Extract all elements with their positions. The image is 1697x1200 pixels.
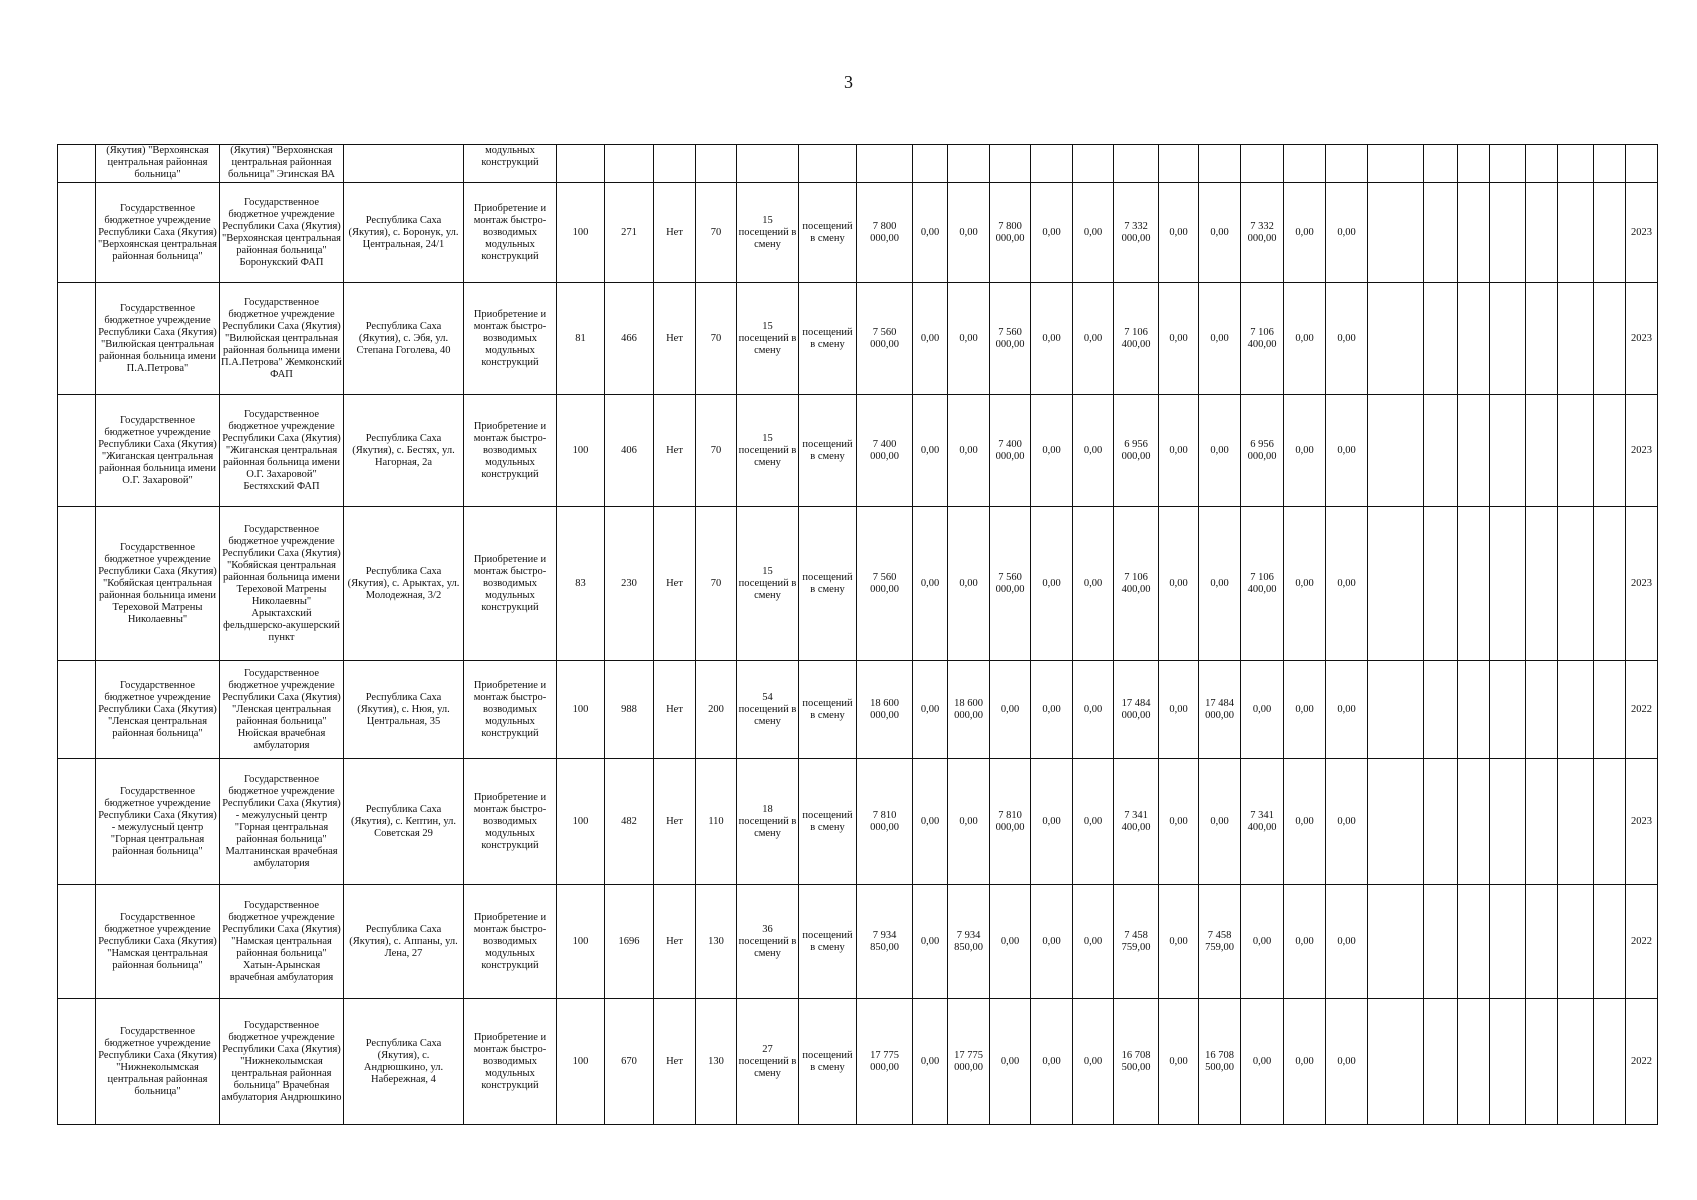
capacity-unit-cell: посещений в смену	[799, 507, 857, 661]
org-cell: Государственное бюджетное учреждение Республики Саха (Якутия) "Верхоянская центральная районная больница"	[96, 183, 220, 283]
empty-cell	[1594, 999, 1626, 1125]
empty-cell	[1594, 885, 1626, 999]
amount-cell	[1424, 507, 1458, 661]
availability-cell: Нет	[654, 661, 696, 759]
availability-cell: Нет	[654, 759, 696, 885]
amount-cell: 0,00	[913, 885, 948, 999]
amount-cell: 0,00	[913, 395, 948, 507]
coverage-cell: 100	[557, 661, 605, 759]
org-cell: (Якутия) "Верхоянская центральная районная больница"	[96, 145, 220, 183]
amount-cell: 0,00	[913, 283, 948, 395]
availability-cell: Нет	[654, 999, 696, 1125]
facility-cell: (Якутия) "Верхоянская центральная районная больница" Эгинская ВА	[220, 145, 344, 183]
amount-cell: 0,00	[990, 999, 1031, 1125]
amount-cell: 0,00	[1326, 999, 1368, 1125]
table-row	[58, 759, 1658, 885]
amount-cell: 0,00	[1326, 885, 1368, 999]
amount-cell	[1368, 885, 1424, 999]
population-cell	[605, 145, 654, 183]
year-cell: 2022	[1626, 885, 1658, 999]
area-cell: 70	[696, 395, 737, 507]
empty-cell	[1490, 999, 1526, 1125]
area-cell: 70	[696, 183, 737, 283]
amount-cell: 7 106 400,00	[1114, 283, 1159, 395]
area-cell: 200	[696, 661, 737, 759]
amount-cell: 18 600 000,00	[857, 661, 913, 759]
amount-cell: 0,00	[1159, 283, 1199, 395]
work-type-cell: Приобретение и монтаж быстро-возводимых модульных конструкций	[464, 283, 557, 395]
amount-cell: 0,00	[1284, 999, 1326, 1125]
area-cell	[696, 145, 737, 183]
capacity-cell: 18 посещений в смену	[737, 759, 799, 885]
amount-cell: 7 332 000,00	[1241, 183, 1284, 283]
table-row	[58, 885, 1658, 999]
amount-cell	[1199, 145, 1241, 183]
year-cell: 2022	[1626, 661, 1658, 759]
org-cell: Государственное бюджетное учреждение Республики Саха (Якутия) "Намская центральная районная больница"	[96, 885, 220, 999]
amount-cell: 0,00	[913, 507, 948, 661]
address-cell: Республика Саха (Якутия), с. Кептин, ул. Советская 29	[344, 759, 464, 885]
work-type-cell: Приобретение и монтаж быстро-возводимых модульных конструкций	[464, 759, 557, 885]
amount-cell: 0,00	[1241, 885, 1284, 999]
amount-cell	[1159, 145, 1199, 183]
amount-cell	[1326, 145, 1368, 183]
empty-cell	[1526, 661, 1558, 759]
work-type-cell: Приобретение и монтаж быстро-возводимых модульных конструкций	[464, 395, 557, 507]
year-cell: 2023	[1626, 759, 1658, 885]
row-number-cell	[58, 661, 96, 759]
amount-cell	[1368, 661, 1424, 759]
amount-cell: 0,00	[948, 283, 990, 395]
facility-cell: Государственное бюджетное учреждение Республики Саха (Якутия) "Вилюйская центральная районная больница имени П.А.Петрова" Жемконский ФАП	[220, 283, 344, 395]
empty-cell	[1594, 507, 1626, 661]
capacity-cell	[737, 145, 799, 183]
amount-cell	[1424, 183, 1458, 283]
table-row	[58, 183, 1658, 283]
amount-cell: 0,00	[1073, 759, 1114, 885]
amount-cell: 0,00	[1326, 661, 1368, 759]
year-cell: 2023	[1626, 507, 1658, 661]
amount-cell	[1424, 759, 1458, 885]
amount-cell	[1368, 507, 1424, 661]
amount-cell	[913, 145, 948, 183]
capacity-unit-cell: посещений в смену	[799, 395, 857, 507]
amount-cell: 0,00	[1159, 507, 1199, 661]
amount-cell: 0,00	[1241, 661, 1284, 759]
work-type-cell: Приобретение и монтаж быстро-возводимых модульных конструкций	[464, 183, 557, 283]
amount-cell: 16 708 500,00	[1199, 999, 1241, 1125]
capacity-cell: 36 посещений в смену	[737, 885, 799, 999]
capacity-unit-cell: посещений в смену	[799, 885, 857, 999]
area-cell: 130	[696, 885, 737, 999]
amount-cell: 0,00	[1284, 395, 1326, 507]
amount-cell: 0,00	[1326, 183, 1368, 283]
amount-cell: 7 800 000,00	[857, 183, 913, 283]
amount-cell: 0,00	[1159, 885, 1199, 999]
amount-cell: 0,00	[1031, 395, 1073, 507]
amount-cell: 6 956 000,00	[1114, 395, 1159, 507]
empty-cell	[1458, 145, 1490, 183]
empty-cell	[1458, 183, 1490, 283]
amount-cell: 0,00	[1031, 885, 1073, 999]
amount-cell: 0,00	[1031, 999, 1073, 1125]
year-cell	[1626, 145, 1658, 183]
empty-cell	[1558, 395, 1594, 507]
amount-cell: 18 600 000,00	[948, 661, 990, 759]
amount-cell: 7 341 400,00	[1114, 759, 1159, 885]
amount-cell	[1424, 283, 1458, 395]
amount-cell	[1368, 999, 1424, 1125]
table-row	[58, 395, 1658, 507]
amount-cell: 7 810 000,00	[857, 759, 913, 885]
empty-cell	[1490, 183, 1526, 283]
amount-cell: 0,00	[1073, 507, 1114, 661]
amount-cell: 0,00	[1326, 283, 1368, 395]
amount-cell: 0,00	[1199, 395, 1241, 507]
amount-cell	[1424, 661, 1458, 759]
amount-cell: 0,00	[948, 183, 990, 283]
amount-cell: 0,00	[1199, 183, 1241, 283]
population-cell: 230	[605, 507, 654, 661]
availability-cell: Нет	[654, 507, 696, 661]
empty-cell	[1526, 283, 1558, 395]
empty-cell	[1490, 283, 1526, 395]
facility-cell: Государственное бюджетное учреждение Республики Саха (Якутия) "Нижнеколымская центральная районная больница" Врачебная амбулатория Андрюшкино	[220, 999, 344, 1125]
empty-cell	[1458, 759, 1490, 885]
empty-cell	[1458, 283, 1490, 395]
amount-cell: 0,00	[1073, 395, 1114, 507]
population-cell: 271	[605, 183, 654, 283]
empty-cell	[1458, 885, 1490, 999]
amount-cell: 7 106 400,00	[1241, 283, 1284, 395]
row-number-cell	[58, 145, 96, 183]
amount-cell: 0,00	[1159, 661, 1199, 759]
year-cell: 2023	[1626, 395, 1658, 507]
amount-cell: 0,00	[1284, 183, 1326, 283]
empty-cell	[1594, 283, 1626, 395]
amount-cell: 17 775 000,00	[948, 999, 990, 1125]
amount-cell: 0,00	[948, 759, 990, 885]
address-cell	[344, 145, 464, 183]
amount-cell: 17 484 000,00	[1199, 661, 1241, 759]
page-number: 3	[844, 72, 853, 92]
row-number-cell	[58, 283, 96, 395]
capacity-cell: 15 посещений в смену	[737, 183, 799, 283]
empty-cell	[1526, 145, 1558, 183]
empty-cell	[1526, 759, 1558, 885]
capacity-unit-cell: посещений в смену	[799, 759, 857, 885]
amount-cell: 0,00	[1031, 661, 1073, 759]
coverage-cell: 100	[557, 395, 605, 507]
amount-cell: 0,00	[1159, 183, 1199, 283]
availability-cell: Нет	[654, 395, 696, 507]
facilities-table	[57, 144, 1658, 1125]
year-cell: 2023	[1626, 283, 1658, 395]
amount-cell: 7 560 000,00	[857, 507, 913, 661]
amount-cell: 7 800 000,00	[990, 183, 1031, 283]
empty-cell	[1558, 885, 1594, 999]
amount-cell: 7 400 000,00	[990, 395, 1031, 507]
amount-cell: 7 934 850,00	[857, 885, 913, 999]
amount-cell: 0,00	[1159, 999, 1199, 1125]
amount-cell: 0,00	[913, 183, 948, 283]
empty-cell	[1558, 661, 1594, 759]
capacity-unit-cell: посещений в смену	[799, 661, 857, 759]
population-cell: 988	[605, 661, 654, 759]
amount-cell	[1114, 145, 1159, 183]
empty-cell	[1458, 661, 1490, 759]
amount-cell	[857, 145, 913, 183]
table-row	[58, 999, 1658, 1125]
table-row	[58, 661, 1658, 759]
facility-cell: Государственное бюджетное учреждение Республики Саха (Якутия) "Верхоянская центральная районная больница" Боронукский ФАП	[220, 183, 344, 283]
row-number-cell	[58, 183, 96, 283]
empty-cell	[1594, 395, 1626, 507]
amount-cell: 0,00	[1031, 283, 1073, 395]
address-cell: Республика Саха (Якутия), с. Бестях, ул. Нагорная, 2а	[344, 395, 464, 507]
amount-cell	[1424, 999, 1458, 1125]
coverage-cell: 83	[557, 507, 605, 661]
amount-cell	[1368, 145, 1424, 183]
amount-cell: 0,00	[1031, 183, 1073, 283]
amount-cell: 0,00	[1284, 759, 1326, 885]
amount-cell: 0,00	[990, 661, 1031, 759]
amount-cell	[1073, 145, 1114, 183]
empty-cell	[1458, 999, 1490, 1125]
amount-cell: 0,00	[1326, 759, 1368, 885]
facility-cell: Государственное бюджетное учреждение Республики Саха (Якутия) - межулусный центр "Горная центральная районная больница" Малтанинская врачебная амбулатория	[220, 759, 344, 885]
amount-cell: 0,00	[1073, 283, 1114, 395]
coverage-cell: 100	[557, 183, 605, 283]
table-row	[58, 507, 1658, 661]
amount-cell: 0,00	[1199, 507, 1241, 661]
availability-cell: Нет	[654, 885, 696, 999]
empty-cell	[1490, 661, 1526, 759]
empty-cell	[1526, 507, 1558, 661]
amount-cell: 0,00	[1159, 759, 1199, 885]
empty-cell	[1458, 395, 1490, 507]
empty-cell	[1594, 661, 1626, 759]
amount-cell: 0,00	[1073, 885, 1114, 999]
facility-cell: Государственное бюджетное учреждение Республики Саха (Якутия) "Кобяйская центральная районная больница имени Тереховой Матрены Николаевны" Арыктахский фельдшерско-акушерский пункт	[220, 507, 344, 661]
empty-cell	[1558, 759, 1594, 885]
address-cell: Республика Саха (Якутия), с. Андрюшкино, ул. Набережная, 4	[344, 999, 464, 1125]
population-cell: 482	[605, 759, 654, 885]
empty-cell	[1558, 507, 1594, 661]
address-cell: Республика Саха (Якутия), с. Боронук, ул. Центральная, 24/1	[344, 183, 464, 283]
coverage-cell: 81	[557, 283, 605, 395]
amount-cell: 0,00	[948, 507, 990, 661]
org-cell: Государственное бюджетное учреждение Республики Саха (Якутия) "Нижнеколымская центральная районная больница"	[96, 999, 220, 1125]
amount-cell: 0,00	[948, 395, 990, 507]
amount-cell: 0,00	[1031, 759, 1073, 885]
empty-cell	[1490, 145, 1526, 183]
address-cell: Республика Саха (Якутия), с. Аппаны, ул. Лена, 27	[344, 885, 464, 999]
population-cell: 466	[605, 283, 654, 395]
area-cell: 70	[696, 507, 737, 661]
amount-cell: 0,00	[1284, 283, 1326, 395]
amount-cell: 0,00	[1199, 283, 1241, 395]
coverage-cell: 100	[557, 885, 605, 999]
empty-cell	[1558, 183, 1594, 283]
amount-cell: 7 560 000,00	[857, 283, 913, 395]
amount-cell: 0,00	[1326, 507, 1368, 661]
amount-cell: 7 560 000,00	[990, 283, 1031, 395]
table-row	[58, 145, 1658, 183]
amount-cell: 0,00	[1284, 661, 1326, 759]
empty-cell	[1558, 999, 1594, 1125]
empty-cell	[1558, 283, 1594, 395]
amount-cell	[1424, 145, 1458, 183]
capacity-unit-cell: посещений в смену	[799, 999, 857, 1125]
empty-cell	[1526, 183, 1558, 283]
facility-cell: Государственное бюджетное учреждение Республики Саха (Якутия) "Ленская центральная районная больница" Нюйская врачебная амбулатория	[220, 661, 344, 759]
amount-cell: 0,00	[1241, 999, 1284, 1125]
work-type-cell: Приобретение и монтаж быстро-возводимых модульных конструкций	[464, 885, 557, 999]
amount-cell: 7 934 850,00	[948, 885, 990, 999]
availability-cell	[654, 145, 696, 183]
capacity-unit-cell: посещений в смену	[799, 183, 857, 283]
amount-cell	[1368, 283, 1424, 395]
amount-cell: 16 708 500,00	[1114, 999, 1159, 1125]
population-cell: 670	[605, 999, 654, 1125]
amount-cell: 0,00	[990, 885, 1031, 999]
work-type-cell: Приобретение и монтаж быстро-возводимых модульных конструкций	[464, 999, 557, 1125]
empty-cell	[1526, 999, 1558, 1125]
org-cell: Государственное бюджетное учреждение Республики Саха (Якутия) "Кобяйская центральная районная больница имени Тереховой Матрены Николаевны"	[96, 507, 220, 661]
amount-cell: 0,00	[913, 759, 948, 885]
amount-cell: 17 775 000,00	[857, 999, 913, 1125]
amount-cell	[1284, 145, 1326, 183]
empty-cell	[1458, 507, 1490, 661]
area-cell: 110	[696, 759, 737, 885]
address-cell: Республика Саха (Якутия), с. Арыктах, ул. Молодежная, 3/2	[344, 507, 464, 661]
capacity-cell: 27 посещений в смену	[737, 999, 799, 1125]
work-type-cell: Приобретение и монтаж быстро-возводимых модульных конструкций	[464, 661, 557, 759]
amount-cell: 7 106 400,00	[1241, 507, 1284, 661]
address-cell: Республика Саха (Якутия), с. Эбя, ул. Степана Гоголева, 40	[344, 283, 464, 395]
org-cell: Государственное бюджетное учреждение Республики Саха (Якутия) "Жиганская центральная районная больница имени О.Г. Захаровой"	[96, 395, 220, 507]
amount-cell	[1368, 395, 1424, 507]
amount-cell	[1424, 885, 1458, 999]
amount-cell: 7 400 000,00	[857, 395, 913, 507]
amount-cell	[1368, 759, 1424, 885]
amount-cell: 7 560 000,00	[990, 507, 1031, 661]
amount-cell: 0,00	[1284, 885, 1326, 999]
amount-cell	[948, 145, 990, 183]
work-type-cell: модульных конструкций	[464, 145, 557, 183]
empty-cell	[1490, 507, 1526, 661]
row-number-cell	[58, 885, 96, 999]
facility-cell: Государственное бюджетное учреждение Республики Саха (Якутия) "Жиганская центральная районная больница имени О.Г. Захаровой" Бестяхский ФАП	[220, 395, 344, 507]
coverage-cell: 100	[557, 999, 605, 1125]
capacity-cell: 15 посещений в смену	[737, 283, 799, 395]
empty-cell	[1594, 183, 1626, 283]
empty-cell	[1594, 145, 1626, 183]
year-cell: 2023	[1626, 183, 1658, 283]
amount-cell	[1368, 183, 1424, 283]
capacity-cell: 54 посещений в смену	[737, 661, 799, 759]
facility-cell: Государственное бюджетное учреждение Республики Саха (Якутия) "Намская центральная районная больница" Хатын-Арынская врачебная амбулатория	[220, 885, 344, 999]
amount-cell: 7 458 759,00	[1114, 885, 1159, 999]
area-cell: 130	[696, 999, 737, 1125]
capacity-unit-cell	[799, 145, 857, 183]
amount-cell: 7 458 759,00	[1199, 885, 1241, 999]
population-cell: 406	[605, 395, 654, 507]
coverage-cell: 100	[557, 759, 605, 885]
work-type-cell: Приобретение и монтаж быстро-возводимых модульных конструкций	[464, 507, 557, 661]
amount-cell: 0,00	[1284, 507, 1326, 661]
amount-cell: 7 332 000,00	[1114, 183, 1159, 283]
amount-cell: 0,00	[1159, 395, 1199, 507]
amount-cell	[1241, 145, 1284, 183]
empty-cell	[1490, 885, 1526, 999]
row-number-cell	[58, 507, 96, 661]
amount-cell: 0,00	[1073, 183, 1114, 283]
capacity-unit-cell: посещений в смену	[799, 283, 857, 395]
row-number-cell	[58, 759, 96, 885]
amount-cell: 7 341 400,00	[1241, 759, 1284, 885]
capacity-cell: 15 посещений в смену	[737, 395, 799, 507]
amount-cell: 0,00	[1073, 661, 1114, 759]
org-cell: Государственное бюджетное учреждение Республики Саха (Якутия) "Вилюйская центральная районная больница имени П.А.Петрова"	[96, 283, 220, 395]
empty-cell	[1558, 145, 1594, 183]
coverage-cell	[557, 145, 605, 183]
org-cell: Государственное бюджетное учреждение Республики Саха (Якутия) "Ленская центральная районная больница"	[96, 661, 220, 759]
amount-cell: 7 810 000,00	[990, 759, 1031, 885]
area-cell: 70	[696, 283, 737, 395]
amount-cell: 0,00	[1199, 759, 1241, 885]
population-cell: 1696	[605, 885, 654, 999]
amount-cell: 0,00	[913, 661, 948, 759]
amount-cell: 0,00	[1073, 999, 1114, 1125]
capacity-cell: 15 посещений в смену	[737, 507, 799, 661]
amount-cell: 0,00	[913, 999, 948, 1125]
year-cell: 2022	[1626, 999, 1658, 1125]
amount-cell: 7 106 400,00	[1114, 507, 1159, 661]
amount-cell	[990, 145, 1031, 183]
empty-cell	[1526, 885, 1558, 999]
amount-cell: 17 484 000,00	[1114, 661, 1159, 759]
amount-cell	[1031, 145, 1073, 183]
empty-cell	[1490, 395, 1526, 507]
row-number-cell	[58, 999, 96, 1125]
amount-cell: 6 956 000,00	[1241, 395, 1284, 507]
row-number-cell	[58, 395, 96, 507]
availability-cell: Нет	[654, 183, 696, 283]
availability-cell: Нет	[654, 283, 696, 395]
amount-cell	[1424, 395, 1458, 507]
amount-cell: 0,00	[1031, 507, 1073, 661]
org-cell: Государственное бюджетное учреждение Республики Саха (Якутия) - межулусный центр "Горная центральная районная больница"	[96, 759, 220, 885]
amount-cell: 0,00	[1326, 395, 1368, 507]
empty-cell	[1594, 759, 1626, 885]
empty-cell	[1526, 395, 1558, 507]
table-row	[58, 283, 1658, 395]
address-cell: Республика Саха (Якутия), с. Нюя, ул. Центральная, 35	[344, 661, 464, 759]
empty-cell	[1490, 759, 1526, 885]
